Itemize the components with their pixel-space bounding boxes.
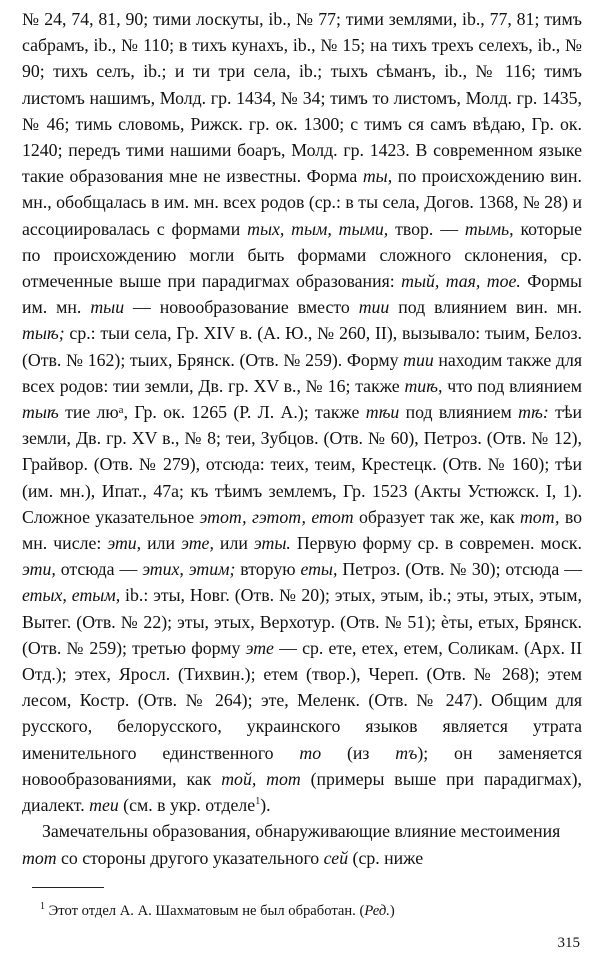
italic-term: эте <box>245 637 274 658</box>
italic-term: той, тот <box>221 768 301 789</box>
text-run: вторую <box>235 559 301 580</box>
text-run: тие люᵃ, Гр. ок. 1265 (Р. Л. А.); также <box>58 402 366 423</box>
italic-term: тии <box>403 349 434 370</box>
text-run: (примеры выше при парадигмах), диалект. <box>22 768 582 816</box>
footnote-close: ) <box>389 903 395 919</box>
paragraph-2 <box>22 818 582 870</box>
text-run: (см. в укр. отделе <box>118 795 256 816</box>
italic-term: тѣи <box>365 402 400 423</box>
text-run: ). <box>260 795 271 816</box>
italic-term: етых, етым, <box>22 585 121 606</box>
text-run: тѣи земли, Дв. гр. XV в., № 8; теи, Зубцов. (Отв. № 60), Петроз. (Отв. № 12), Грайвор. (Отв. № 279), отсюда: теих, теим, Крестецк. (Отв. № 160); тѣи (им. мн.), Ипат., 47а; къ тѣимъ землемъ, Гр. 1523 (Акты Устюжск. I, 1). Сложное указательное <box>22 402 583 527</box>
text-run: под влиянием вин. мн. <box>389 297 583 318</box>
text-run: Первую форму ср. в современ. моск. <box>290 533 583 554</box>
main-text <box>22 6 582 871</box>
text-run: ); он заменяется новообразованиями, как <box>22 742 582 789</box>
italic-term: тый, тая, тое. <box>401 271 521 292</box>
italic-term: тыи <box>90 297 125 318</box>
italic-term: сей <box>323 847 349 868</box>
italic-term: эте, <box>181 533 214 554</box>
footnote-mark: 1 <box>40 901 45 913</box>
paragraph-1 <box>22 6 582 818</box>
italic-term: тии <box>358 297 390 318</box>
italic-term: тот, <box>519 506 560 527</box>
text-run: образует так же, как <box>353 506 520 527</box>
italic-term: эти, <box>107 533 142 554</box>
footnote-ref: 1 <box>255 796 261 808</box>
text-run: (ср. ниже <box>348 847 424 868</box>
text-run: — новообразование вместо <box>124 297 359 318</box>
text-run: или <box>141 533 182 554</box>
footnote-text: Этот отдел А. А. Шахматовым не был обработан. ( <box>48 903 365 919</box>
italic-term: тымь, <box>464 218 514 239</box>
text-run: по происхождению вин. мн., обобщалась в им. мн. всех родов (ср.: в ты села, Догов. 1368, № 28) и ассоциировалась с формами <box>22 166 582 239</box>
italic-term: тот <box>22 847 57 868</box>
italic-term: тиѣ, <box>404 375 443 396</box>
italic-term: этих, этим; <box>142 559 236 580</box>
italic-term: тыѣ <box>22 402 59 423</box>
text-run: Формы им. мн. <box>22 271 582 318</box>
text-run: — ср. ете, етех, етем, Соликам. (Арх. II Отд.); этех, Яросл. (Тихвин.); етем (твор.), Череп. (Отв. № 268); этем лесом, Костр. (Отв. № 264); эте, Меленк. (Отв. № 247). Общим для русского, белорусского, украинского языков является утрата именительного единственного <box>22 637 582 763</box>
italic-term: то <box>299 742 322 763</box>
text-run: во мн. числе: <box>22 506 582 554</box>
italic-term: тых, тым, тыми, <box>247 218 389 239</box>
text-run: № 24, 74, 81, 90; тими лоскуты, ib., № 77; тими землями, ib., 77, 81; тимъ сабрамъ, ib., № 110; в тихъ кунахъ, ib., № 15; на тихъ трехъ селехъ, ib., № 90; тихъ селъ, ib.; и ти три села, ib.; тыхъ сѣманъ, ib., № 116; тимъ листомъ нашимъ, Молд. гр. 1434, № 34; тимъ то листомъ, Молд. гр. 1435, № 46; тимь словомь, Рижск. гр. ок. 1300; с тимъ ся самъ вѣдаю, Гр. ок. 1240; передъ тими нашими боаръ, Молд. гр. 1423. В современном языке такие образования мне не известны. Форма <box>22 9 582 187</box>
italic-term: тъ <box>395 742 418 763</box>
italic-term: ты, <box>362 166 393 187</box>
footnote <box>40 901 580 921</box>
text-run: со стороны другого указательного <box>56 847 324 868</box>
footnote-divider <box>32 887 104 888</box>
text-run: что под влиянием <box>442 375 582 396</box>
italic-term: эти, <box>22 559 56 580</box>
text-run: которые по происхождению могли быть формами сложного склонения, ср. отмеченные выше при парадигмах образования: <box>22 218 582 292</box>
italic-term: тыѣ; <box>22 323 65 344</box>
text-run: ib.: эты, Новг. (Отв. № 20); этых, этым, ib.; эты, этых, этым, Вытег. (Отв. № 22); эты, этых, Верхотур. (Отв. № 51); ѐты, етых, Брянск. (Отв. № 259); третью форму <box>22 585 582 658</box>
text-run: Замечательны образования, обнаруживающие влияние местоимения <box>42 821 561 842</box>
text-run: твор. — <box>388 218 465 239</box>
italic-term: этот, гэтот, етот <box>199 506 354 527</box>
text-run: отсюда — <box>55 559 143 580</box>
footnote-editor: Ред. <box>364 903 390 919</box>
italic-term: теи <box>89 795 119 816</box>
italic-term: эты. <box>253 533 291 554</box>
italic-term: тѣ: <box>518 402 549 423</box>
text-run: или <box>213 533 254 554</box>
page-number: 315 <box>557 935 580 951</box>
text-run: Петроз. (Отв. № 30); отсюда — <box>337 559 582 580</box>
text-run: (из <box>321 742 396 763</box>
italic-term: еты, <box>300 559 338 580</box>
text-run: под влиянием <box>399 402 519 423</box>
text-run: ср.: тыи села, Гр. XIV в. (А. Ю., № 260, II), вызывало: тыим, Белоз. (Отв. № 162); тыих, Брянск. (Отв. № 259). Форму <box>22 323 582 370</box>
text-run: находим также для всех родов: тии земли, Дв. гр. XV в., № 16; также <box>22 349 582 396</box>
